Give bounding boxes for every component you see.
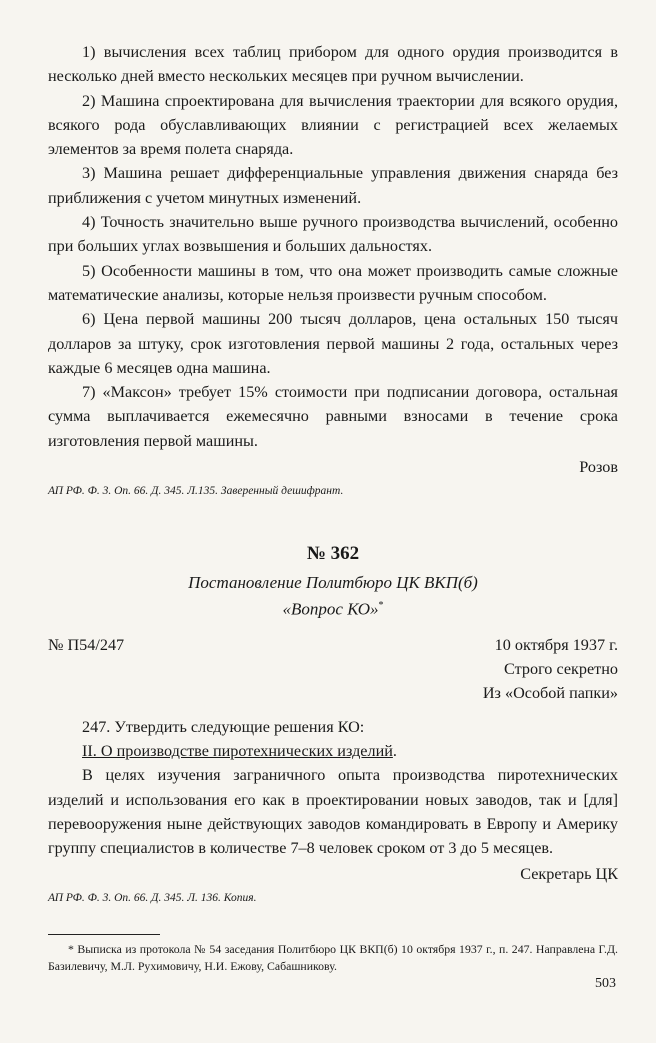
classification-label: Строго секретно xyxy=(504,659,618,678)
page-number: 503 xyxy=(595,976,616,991)
footnote-divider xyxy=(48,934,160,935)
document-title-line2: «Вопрос КО» xyxy=(282,599,379,619)
archive-source-2: АП РФ. Ф. 3. Оп. 66. Д. 345. Л. 136. Копия. xyxy=(48,892,257,905)
decision-body: В целях изучения заграничного опыта производства пиротехнических изделий и использования его как в проектировании новых заводов, так и [для] перевооружения ныне действующих заводов командировать в Европу и Америку группу специалистов в количестве 7–8 человек сроком от 3 до 5 месяцев. xyxy=(48,766,618,858)
origin-label: Из «Особой папки» xyxy=(482,683,618,702)
section-heading-period: . xyxy=(392,742,397,760)
signature-rozov: Розов xyxy=(579,458,618,477)
list-item: 3) Машина решает дифференциальные управления движения снаряда без приближения с учетом минутных изменений. xyxy=(48,164,618,207)
list-item: 6) Цена первой машины 200 тысяч долларов, цена остальных 150 тысяч долларов за штуку, срок изготовления первой машины 2 года, остальных через каждые 6 месяцев одна машина. xyxy=(48,310,618,377)
list-item: 4) Точность значительно выше ручного производства вычислений, особенно при больших углах возвышения и больших дальностях. xyxy=(48,213,618,256)
section-heading xyxy=(48,739,618,763)
list-item: 1) вычисления всех таблиц прибором для одного орудия производится в несколько дней вместо нескольких месяцев при ручном вычислении. xyxy=(48,43,618,86)
decision-line: 247. Утвердить следующие решения КО: xyxy=(82,717,365,736)
footnote-mark: * xyxy=(378,600,384,612)
footnote: * Выписка из протокола № 54 заседания Политбюро ЦК ВКП(б) 10 октября 1937 г., п. 247. Направлена Г.Д. Базилевичу, М.Л. Рухимовичу, Н.И. Ежову, Сабашникову. xyxy=(48,942,618,974)
archive-source-1: АП РФ. Ф. 3. Оп. 66. Д. 345. Л.135. Заверенный дешифрант. xyxy=(48,485,344,498)
signature-secretary: Секретарь ЦК xyxy=(520,865,618,884)
section-heading-text: II. О производстве пиротехнических изделий xyxy=(82,742,393,760)
document-page xyxy=(48,40,618,975)
document-number: № 362 xyxy=(306,543,360,565)
list-item: 2) Машина спроектирована для вычисления траектории для всякого орудия, всякого рода обуславливающих влиянии с регистрацией всех желаемых элементов за время полета снаряда. xyxy=(48,91,618,159)
document-title-line1: Постановление Политбюро ЦК ВКП(б) xyxy=(188,573,478,593)
protocol-number: № П54/247 xyxy=(48,635,125,654)
list-item: 5) Особенности машины в том, что она может производить самые сложные математические анализы, которые нельзя произвести ручным способом. xyxy=(48,261,618,304)
document-title xyxy=(48,571,618,621)
list-item: 7) «Максон» требует 15% стоимости при подписании договора, остальная сумма выплачивается ежемесячно равными взносами в течение срока изготовления первой машины. xyxy=(48,383,618,450)
protocol-row xyxy=(48,633,618,657)
document-date: 10 октября 1937 г. xyxy=(494,635,618,654)
